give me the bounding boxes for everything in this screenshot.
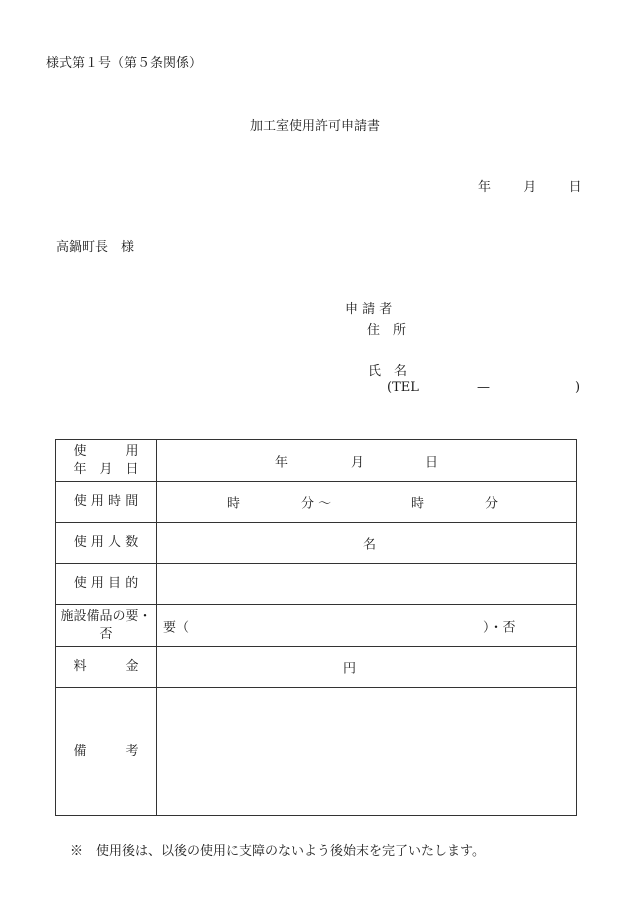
- fee-unit: 円: [343, 661, 357, 677]
- time-start-minute: 分 〜: [301, 496, 332, 512]
- field-usage-time[interactable]: [157, 482, 577, 523]
- date-month: 月: [523, 180, 537, 195]
- tel-close: ): [575, 380, 581, 395]
- date-day: 日: [568, 180, 582, 195]
- table-row-participants: [56, 523, 577, 564]
- name-label: 氏 名: [368, 364, 408, 379]
- form-number: 様式第１号（第５条関係）: [46, 56, 203, 71]
- label-purpose: 使 用 目 的: [56, 564, 157, 605]
- table-row-fee: [56, 647, 577, 688]
- addressee: 高鍋町長 様: [56, 240, 135, 255]
- table-row-purpose: [56, 564, 577, 605]
- equipment-not-required: ）・否: [483, 620, 516, 635]
- address-label: 住 所: [367, 323, 407, 338]
- tel-label: (TEL: [387, 380, 419, 395]
- equipment-required: 要（: [163, 620, 190, 635]
- applicant-label: 申 請 者: [345, 302, 393, 317]
- field-remarks[interactable]: [157, 688, 577, 816]
- tel-dash: —: [477, 380, 490, 395]
- label-participants: 使 用 人 数: [56, 523, 157, 564]
- field-usage-date[interactable]: [157, 440, 577, 482]
- label-equipment: 施設備品の要・ 否: [56, 605, 157, 647]
- tel-line: [387, 380, 587, 395]
- field-fee[interactable]: [157, 647, 577, 688]
- application-date: [478, 176, 582, 195]
- usage-date-month: 月: [351, 455, 365, 470]
- time-start-hour: 時: [227, 496, 241, 512]
- label-fee: 料 金: [56, 647, 157, 688]
- footnote: ※ 使用後は、以後の使用に支障のないよう後始末を完了いたします。: [70, 844, 485, 859]
- time-end-minute: 分: [485, 496, 499, 512]
- document-title: 加工室使用許可申請書: [249, 119, 380, 134]
- usage-date-day: 日: [425, 455, 439, 470]
- participants-unit: 名: [363, 537, 377, 553]
- label-usage-date: 使 用 年 月 日: [56, 440, 157, 482]
- table-row-usage-time: [56, 482, 577, 523]
- table-row-equipment: [56, 605, 577, 647]
- field-participants[interactable]: [157, 523, 577, 564]
- usage-details-table: [55, 439, 577, 816]
- date-year: 年: [478, 180, 492, 195]
- table-row-remarks: [56, 688, 577, 816]
- label-remarks: 備 考: [56, 688, 157, 816]
- field-equipment[interactable]: [157, 605, 577, 647]
- label-usage-time: 使 用 時 間: [56, 482, 157, 523]
- usage-date-year: 年: [275, 455, 289, 470]
- time-end-hour: 時: [411, 496, 425, 512]
- field-purpose[interactable]: [157, 564, 577, 605]
- table-row-usage-date: [56, 440, 577, 482]
